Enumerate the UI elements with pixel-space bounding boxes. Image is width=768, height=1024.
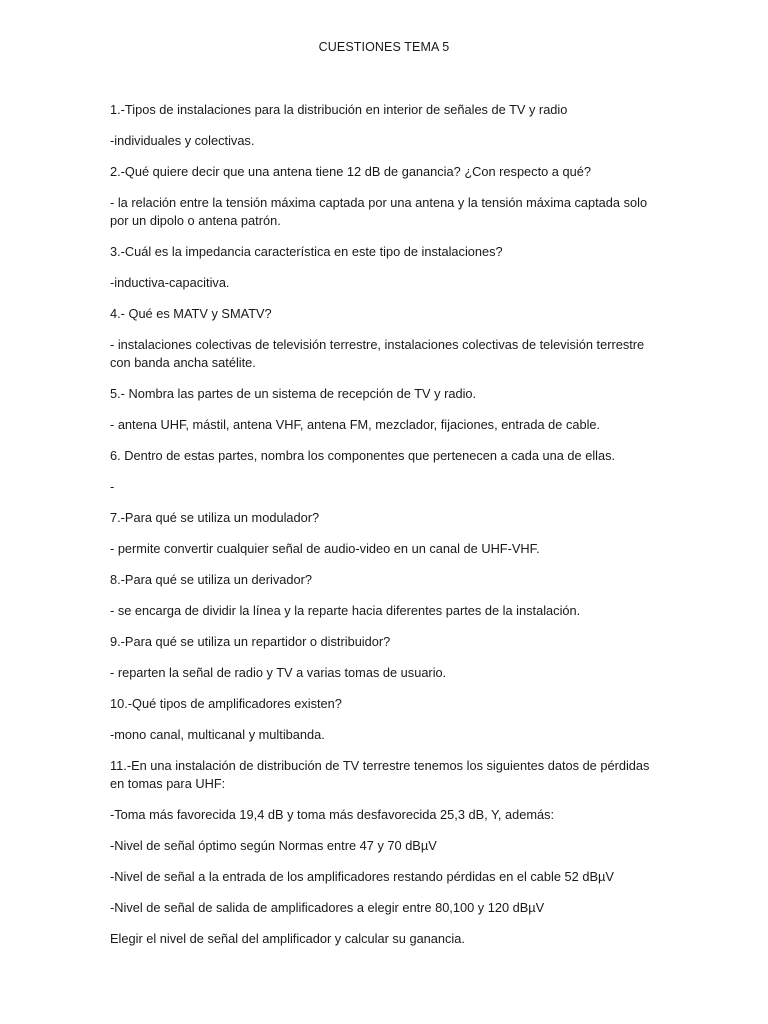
question-11-data-nivel-entrada: -Nivel de señal a la entrada de los amplificadores restando pérdidas en el cable 52 dBµV: [110, 869, 614, 884]
question-11: 11.-En una instalación de distribución de TV terrestre tenemos los siguientes datos de pérdidas en tomas para UHF:: [110, 758, 654, 791]
question-9: 9.-Para qué se utiliza un repartidor o distribuidor?: [110, 634, 391, 649]
document-title: CUESTIONES TEMA 5: [318, 40, 450, 54]
answer-7: - permite convertir cualquier señal de audio-video en un canal de UHF-VHF.: [110, 541, 540, 556]
question-6: 6. Dentro de estas partes, nombra los componentes que pertenecen a cada una de ellas.: [110, 448, 616, 463]
question-3: 3.-Cuál es la impedancia característica en este tipo de instalaciones?: [110, 244, 503, 259]
question-11-task: Elegir el nivel de señal del amplificador y calcular su ganancia.: [110, 931, 465, 946]
question-1: 1.-Tipos de instalaciones para la distribución en interior de señales de TV y radio: [110, 102, 568, 117]
question-11-data-toma: -Toma más favorecida 19,4 dB y toma más desfavorecida 25,3 dB, Y, además:: [110, 807, 555, 822]
question-7: 7.-Para qué se utiliza un modulador?: [110, 510, 320, 525]
question-2: 2.-Qué quiere decir que una antena tiene 12 dB de ganancia? ¿Con respecto a qué?: [110, 164, 591, 179]
answer-1: -individuales y colectivas.: [110, 133, 255, 148]
answer-10: -mono canal, multicanal y multibanda.: [110, 727, 325, 742]
question-4: 4.- Qué es MATV y SMATV?: [110, 306, 272, 321]
answer-9: - reparten la señal de radio y TV a varias tomas de usuario.: [110, 665, 447, 680]
answer-8: - se encarga de dividir la línea y la reparte hacia diferentes partes de la instalación.: [110, 603, 581, 618]
question-10: 10.-Qué tipos de amplificadores existen?: [110, 696, 342, 711]
question-8: 8.-Para qué se utiliza un derivador?: [110, 572, 313, 587]
answer-2: - la relación entre la tensión máxima captada por una antena y la tensión máxima captada solo por un dipolo o antena patrón.: [110, 195, 651, 228]
document-body: [110, 101, 665, 961]
question-5: 5.- Nombra las partes de un sistema de recepción de TV y radio.: [110, 386, 477, 401]
answer-5: - antena UHF, mástil, antena VHF, antena FM, mezclador, fijaciones, entrada de cable.: [110, 417, 601, 432]
question-11-data-nivel-optimo: -Nivel de señal óptimo según Normas entre 47 y 70 dBµV: [110, 838, 437, 853]
question-11-data-nivel-salida: -Nivel de señal de salida de amplificadores a elegir entre 80,100 y 120 dBµV: [110, 900, 545, 915]
answer-3: -inductiva-capacitiva.: [110, 275, 230, 290]
answer-4: - instalaciones colectivas de televisión terrestre, instalaciones colectivas de televisión terrestre con banda ancha satélite.: [110, 337, 648, 370]
answer-6: -: [110, 479, 115, 494]
